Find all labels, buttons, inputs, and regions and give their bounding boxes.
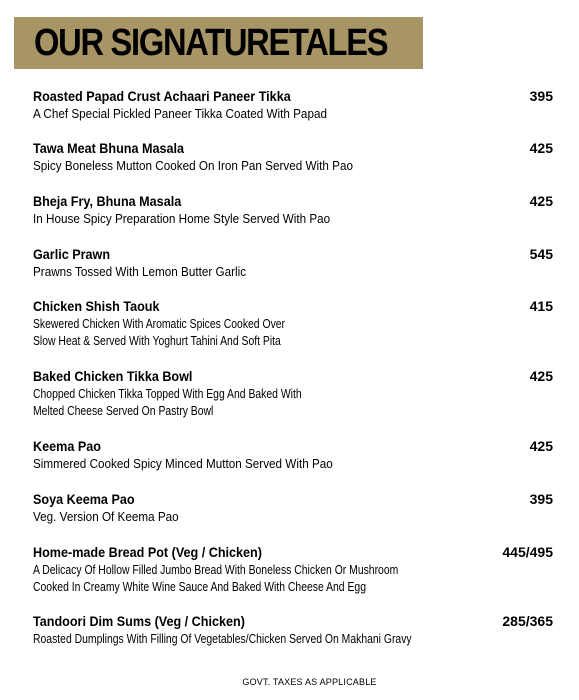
menu-item-description: Cooked In Creamy White Wine Sauce And Baked With Cheese And Egg [33, 579, 366, 594]
menu-item-price: 425 [529, 438, 553, 454]
page-title: OUR SIGNATURETALES [34, 21, 388, 64]
menu-item-price: 395 [529, 491, 553, 507]
menu-item-name: Roasted Papad Crust Achaari Paneer Tikka [33, 88, 291, 104]
title-band [14, 17, 423, 69]
menu-item-name: Keema Pao [33, 438, 101, 454]
menu-item-baked-chicken-tikka-bowl [33, 367, 553, 419]
taxes-note-text: GOVT. TAXES AS APPLICABLE [242, 677, 377, 687]
menu-item-description: Spicy Boneless Mutton Cooked On Iron Pan Served With Pao [33, 158, 353, 173]
menu-item-price: 425 [529, 140, 553, 156]
menu-item-description: In House Spicy Preparation Home Style Served With Pao [33, 211, 331, 226]
menu-item-description: Simmered Cooked Spicy Minced Mutton Served With Pao [33, 456, 333, 471]
menu-item-price: 425 [529, 368, 553, 384]
menu-item-price: 415 [529, 298, 553, 314]
taxes-note [0, 677, 579, 687]
menu-item-tawa-meat-bhuna-masala [33, 139, 553, 174]
menu-item-name: Tandoori Dim Sums (Veg / Chicken) [33, 613, 245, 629]
menu-item-price: 425 [529, 193, 553, 209]
menu-item-keema-pao [33, 437, 553, 472]
menu-item-description: A Delicacy Of Hollow Filled Jumbo Bread With Boneless Chicken Or Mushroom [33, 562, 399, 577]
menu-item-price: 545 [529, 246, 553, 262]
menu-item-chicken-shish-taouk [33, 297, 553, 349]
menu-item-name: Baked Chicken Tikka Bowl [33, 368, 193, 384]
menu-item-tandoori-dim-sums [33, 612, 553, 647]
menu-item-name: Home-made Bread Pot (Veg / Chicken) [33, 544, 262, 560]
menu-item-name: Chicken Shish Taouk [33, 298, 160, 314]
menu-item-description: Roasted Dumplings With Filling Of Vegetables/Chicken Served On Makhani Gravy [33, 631, 412, 646]
menu-item-garlic-prawn [33, 245, 553, 280]
menu-item-home-made-bread-pot [33, 543, 553, 595]
menu-item-roasted-papad-paneer-tikka [33, 87, 553, 122]
menu-item-description: A Chef Special Pickled Paneer Tikka Coated With Papad [33, 106, 327, 121]
menu-item-name: Garlic Prawn [33, 246, 111, 262]
menu-item-name: Soya Keema Pao [33, 491, 135, 507]
menu-item-price: 285/365 [502, 613, 553, 629]
menu-item-description: Prawns Tossed With Lemon Butter Garlic [33, 264, 247, 279]
menu-item-name: Bheja Fry, Bhuna Masala [33, 193, 182, 209]
menu-item-bheja-fry [33, 192, 553, 227]
menu-item-description: Chopped Chicken Tikka Topped With Egg And Baked With [33, 386, 302, 401]
menu-item-soya-keema-pao [33, 490, 553, 525]
menu-item-name: Tawa Meat Bhuna Masala [33, 140, 185, 156]
menu-item-price: 445/495 [502, 544, 553, 560]
menu-item-description: Slow Heat & Served With Yoghurt Tahini And Soft Pita [33, 333, 281, 348]
menu-item-description: Melted Cheese Served On Pastry Bowl [33, 403, 214, 418]
menu-item-description: Skewered Chicken With Aromatic Spices Cooked Over [33, 316, 286, 331]
menu-item-price: 395 [529, 88, 553, 104]
menu-item-description: Veg. Version Of Keema Pao [33, 509, 179, 524]
